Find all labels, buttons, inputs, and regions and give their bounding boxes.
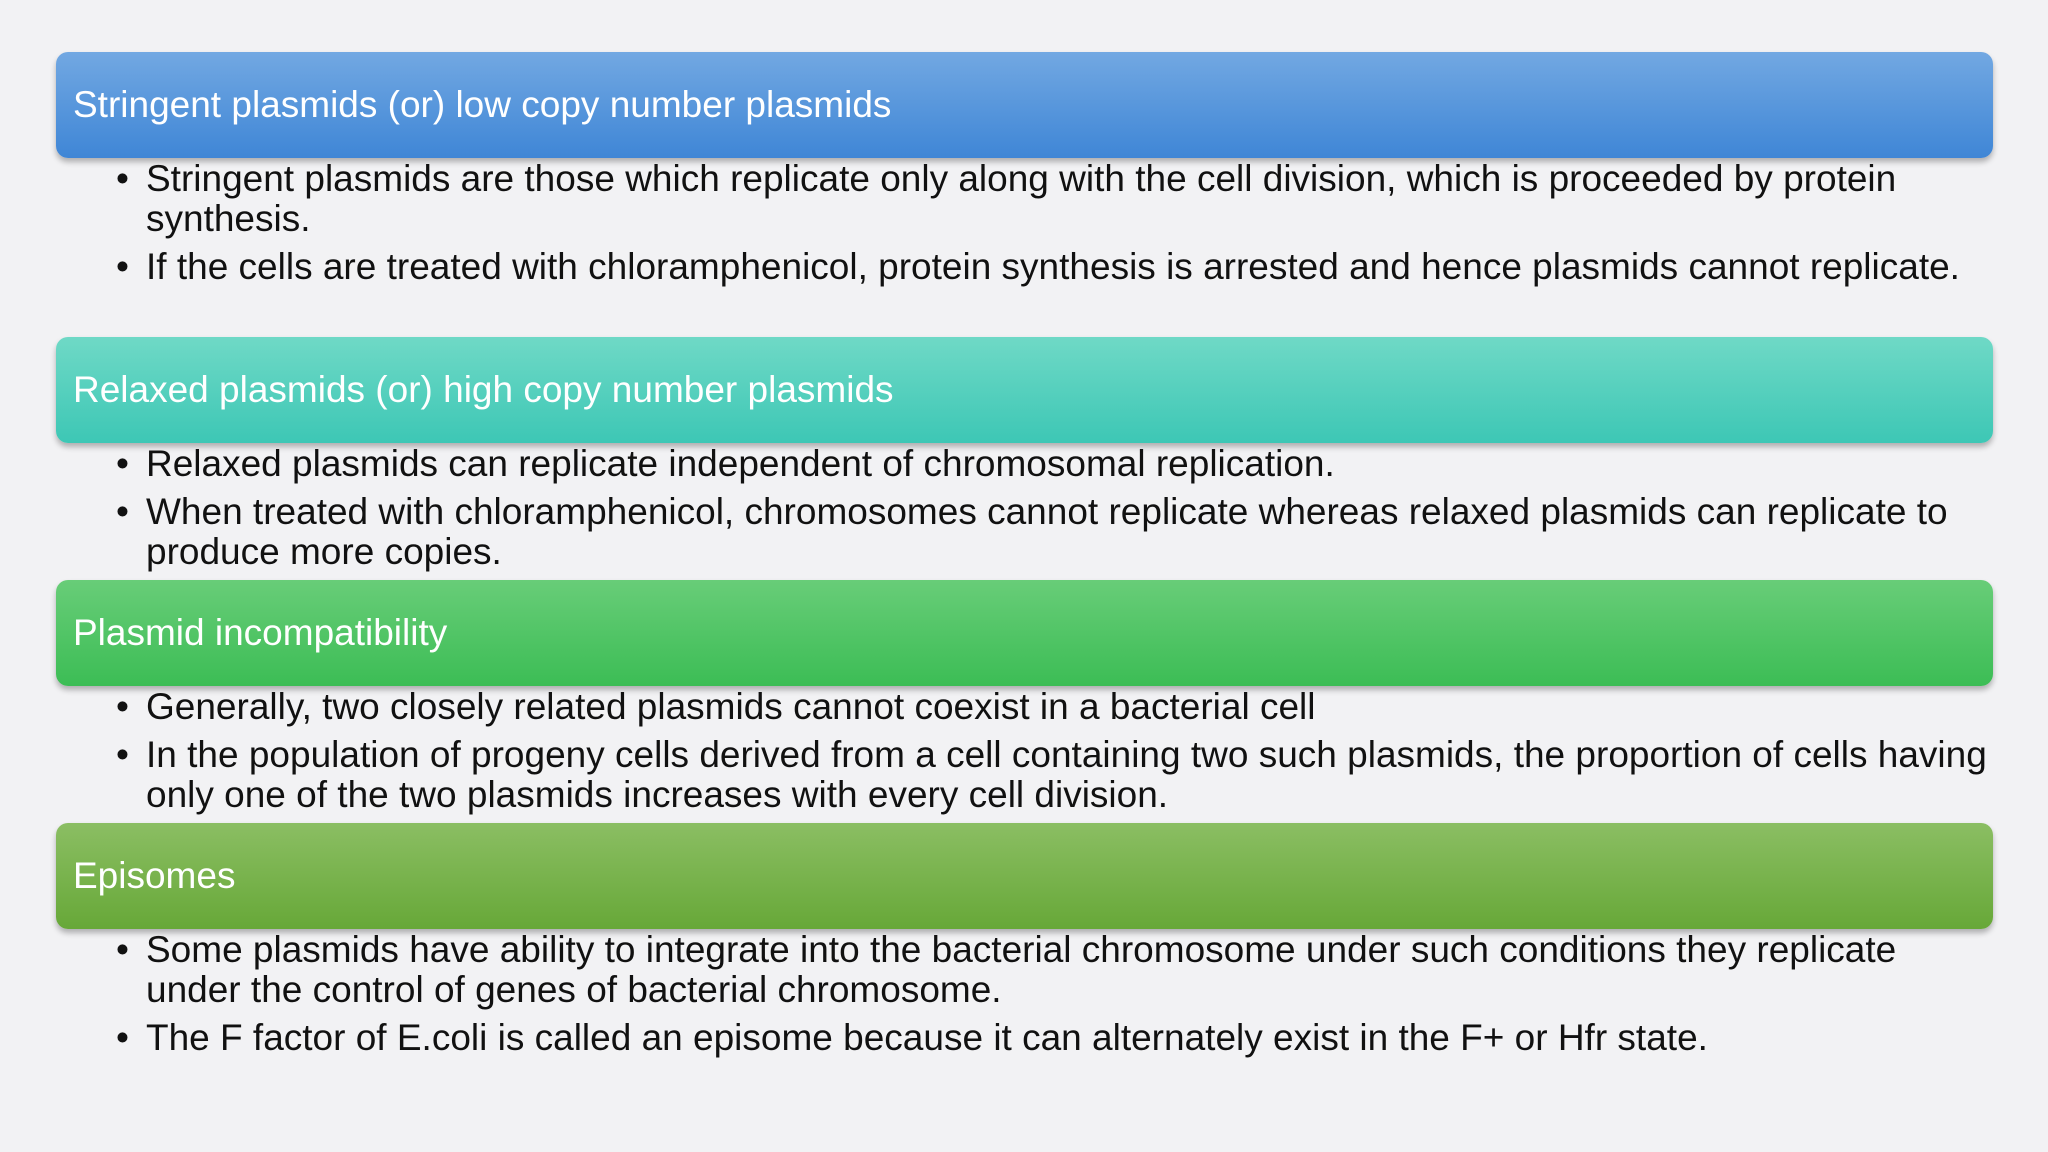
section-header: [56, 823, 1993, 929]
bullet-dot: •: [116, 246, 129, 287]
list-item: • Generally, two closely related plasmids cannot coexist in a bacterial cell: [116, 686, 1316, 727]
list-item: • Relaxed plasmids can replicate independent of chromosomal replication.: [116, 443, 1335, 484]
bullet-list: [56, 159, 1993, 287]
section-title: Stringent plasmids (or) low copy number plasmids: [73, 84, 892, 125]
bullet-dot: •: [116, 734, 129, 775]
list-item: • The F factor of E.coli is called an episome because it can alternately exist in the F+ or Hfr state.: [116, 1017, 1708, 1058]
list-item: • Some plasmids have ability to integrate into the bacterial chromosome under such conditions they replicate under the control of genes of bacterial chromosome.: [116, 929, 1897, 1010]
list-item: • In the population of progeny cells derived from a cell containing two such plasmids, the proportion of cells having only one of the two plasmids increases with every cell division.: [116, 734, 1987, 815]
section-title: Plasmid incompatibility: [73, 612, 448, 653]
bullet-dot: •: [116, 443, 129, 484]
bullet-dot: •: [116, 491, 129, 532]
bullet-list: [56, 687, 1993, 815]
list-item: • If the cells are treated with chloramphenicol, protein synthesis is arrested and hence plasmids cannot replicate.: [116, 246, 1960, 287]
bullet-list: [56, 444, 1993, 572]
section-plasmid-incompatibility: [56, 580, 1993, 823]
bullet-dot: •: [116, 929, 129, 970]
section-episomes: [56, 823, 1993, 1066]
section-header: [56, 52, 1993, 158]
bullet-dot: •: [116, 686, 129, 727]
section-header: [56, 580, 1993, 686]
bullet-dot: •: [116, 158, 129, 199]
bullet-dot: •: [116, 1017, 129, 1058]
section-title: Episomes: [73, 855, 236, 896]
list-item: • When treated with chloramphenicol, chromosomes cannot replicate whereas relaxed plasmids can replicate to produce more copies.: [116, 491, 1948, 572]
section-title: Relaxed plasmids (or) high copy number plasmids: [73, 369, 894, 410]
list-item: • Stringent plasmids are those which replicate only along with the cell division, which is proceeded by protein synthesis.: [116, 158, 1897, 239]
section-header: [56, 337, 1993, 443]
section-stringent-plasmids: [56, 52, 1993, 295]
bullet-list: [56, 930, 1993, 1058]
section-relaxed-plasmids: [56, 337, 1993, 580]
